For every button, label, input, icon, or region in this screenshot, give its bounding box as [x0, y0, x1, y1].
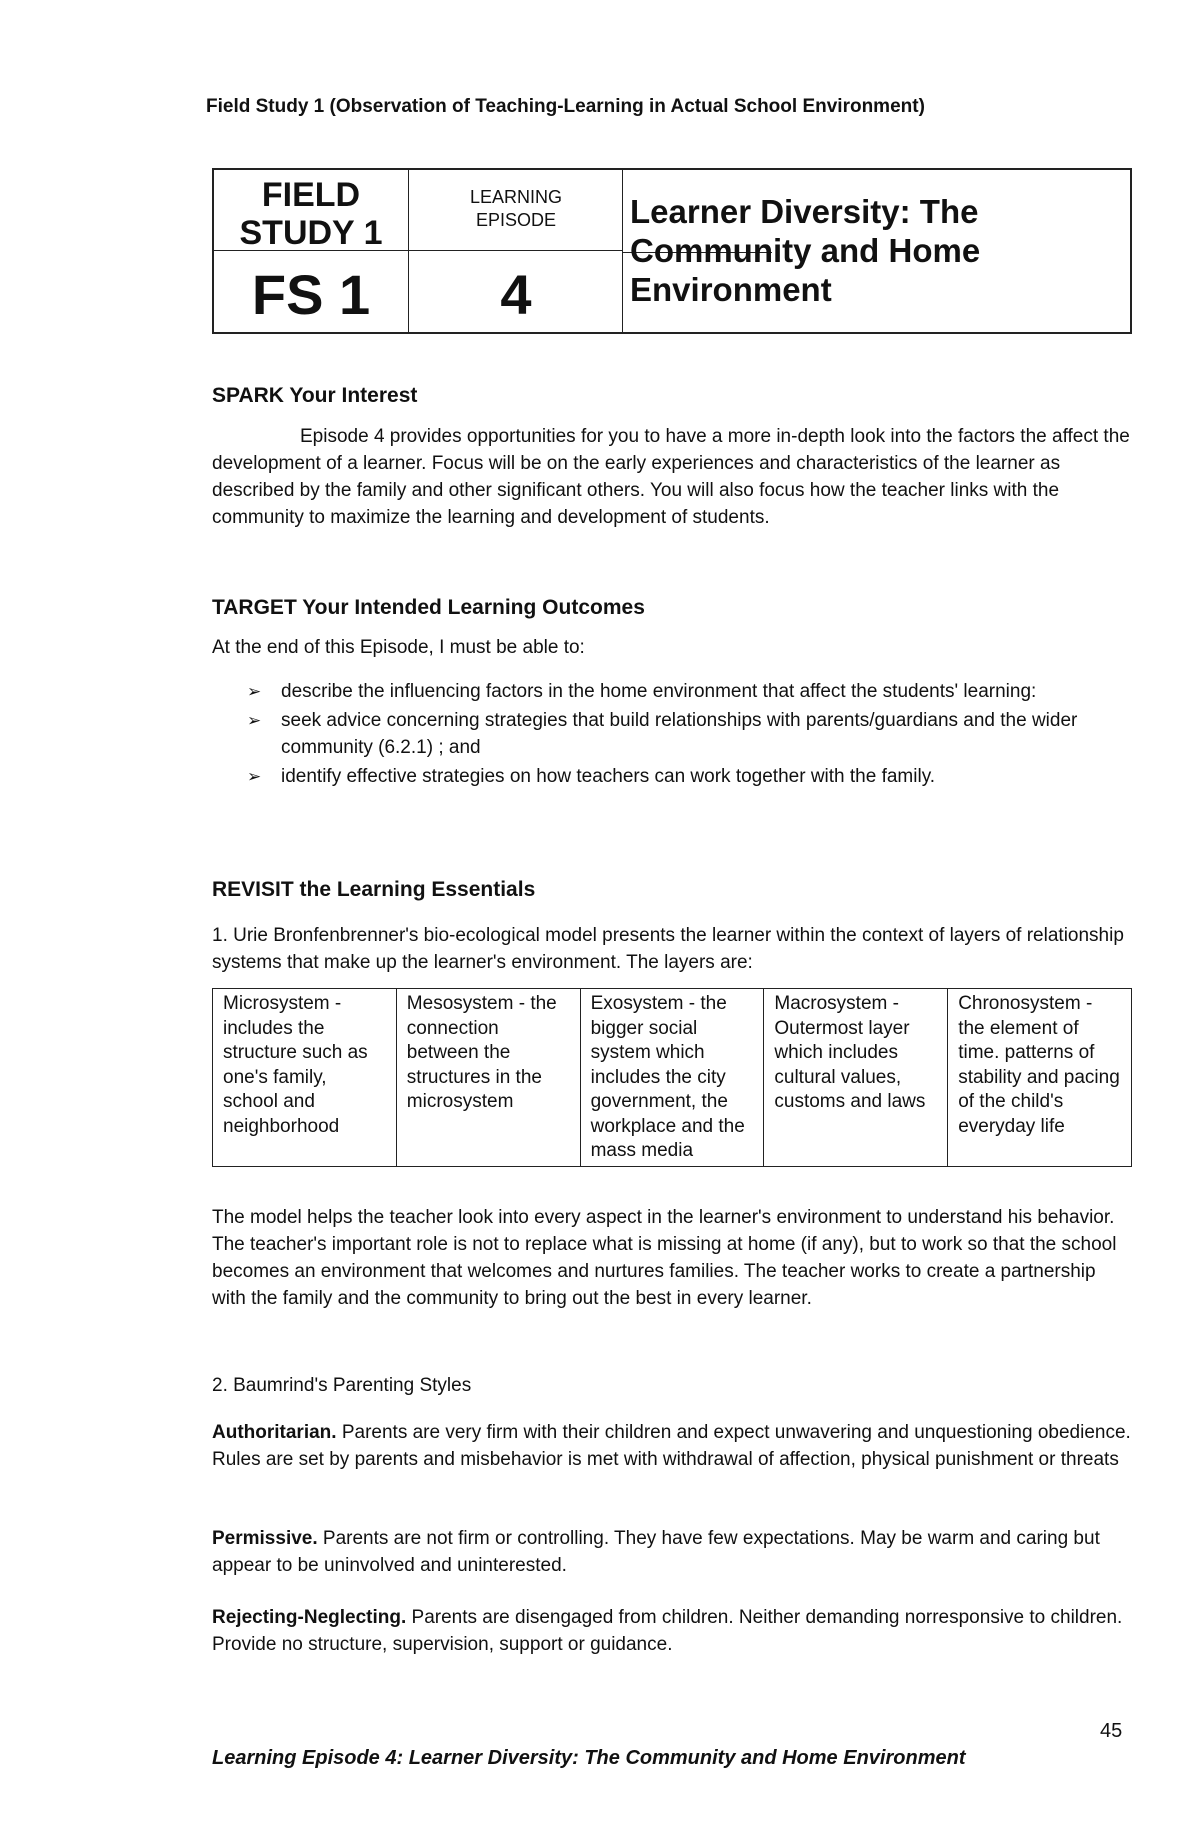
layer-mesosystem: Mesosystem - the connection between the structures in the microsystem: [396, 989, 580, 1167]
style-permissive: Permissive. Parents are not firm or controlling. They have few expectations. May be warm and caring but appear to be uninvolved and uninterested.: [212, 1528, 1100, 1576]
arrow-bullet-icon: ➢: [247, 682, 262, 701]
revisit-heading: REVISIT the Learning Essentials: [212, 878, 536, 901]
fs-code: FS 1: [251, 263, 371, 326]
target-intro: At the end of this Episode, I must be able to:: [212, 637, 585, 658]
title-block: [212, 168, 1132, 334]
layer-macrosystem: Macrosystem - Outermost layer which includes cultural values, customs and laws: [764, 989, 948, 1167]
arrow-bullet-icon: ➢: [247, 711, 262, 730]
episode-number: 4: [500, 263, 532, 326]
running-footer: Learning Episode 4: Learner Diversity: The Community and Home Environment: [212, 1747, 966, 1769]
model-paragraph: The model helps the teacher look into every aspect in the learner's environment to understand his behavior. The teacher's important role is not to replace what is missing at home (if any), but to work so that the school becomes an environment that welcomes and nurtures families. The teacher works to create a partnership with the family and the community to bring out the best in every learner.: [212, 1207, 1117, 1309]
table-row: [213, 989, 1132, 1167]
spark-heading: SPARK Your Interest: [212, 384, 418, 407]
style-rejecting-neglecting: Rejecting-Neglecting. Parents are disengaged from children. Neither demanding norresponsive to children. Provide no structure, supervision, support or guidance.: [212, 1607, 1123, 1655]
revisit-item-1: 1. Urie Bronfenbrenner's bio-ecological model presents the learner within the context of layers of relationship systems that make up the learner's environment. The layers are:: [212, 925, 1124, 973]
layer-chronosystem: Chronosystem - the element of time. patterns of stability and pacing of the child's everyday life: [948, 989, 1132, 1167]
title-divider: [622, 170, 623, 332]
running-header: Field Study 1 (Observation of Teaching-Learning in Actual School Environment): [206, 96, 925, 117]
style-authoritarian: Authoritarian. Parents are very firm with their children and expect unwavering and unquestioning obedience. Rules are set by parents and misbehavior is met with withdrawal of affection, physical punishment or threats: [212, 1422, 1131, 1470]
list-item: ➢ identify effective strategies on how teachers can work together with the family.: [212, 763, 1132, 790]
list-item: ➢ seek advice concerning strategies that build relationships with parents/guardians and the wider community (6.2.1) ; and: [212, 707, 1132, 761]
target-heading: TARGET Your Intended Learning Outcomes: [212, 596, 645, 619]
episode-title: Learner Diversity: The Community and Home Environment: [630, 193, 981, 308]
arrow-bullet-icon: ➢: [247, 767, 262, 786]
layers-table: [212, 988, 1132, 1167]
learning-episode-label: LEARNING EPISODE: [469, 187, 563, 230]
list-item: ➢ describe the influencing factors in the home environment that affect the students' learning:: [212, 678, 1132, 705]
outcomes-list: [212, 678, 1132, 792]
layer-microsystem: Microsystem - includes the structure such as one's family, school and neighborhood: [213, 989, 397, 1167]
layer-exosystem: Exosystem - the bigger social system which includes the city government, the workplace and the mass media: [580, 989, 764, 1167]
spark-paragraph: Episode 4 provides opportunities for you to have a more in-depth look into the factors the affect the development of a learner. Focus will be on the early experiences and characteristics of the learner as described by the family and other significant others. You will also focus how the teacher links with the community to maximize the learning and development of students.: [212, 426, 1130, 528]
title-divider: [408, 170, 409, 332]
field-study-label: FIELD STUDY 1: [239, 176, 383, 252]
revisit-item-2: 2. Baumrind's Parenting Styles: [212, 1375, 472, 1396]
page-number: 45: [1100, 1720, 1123, 1742]
